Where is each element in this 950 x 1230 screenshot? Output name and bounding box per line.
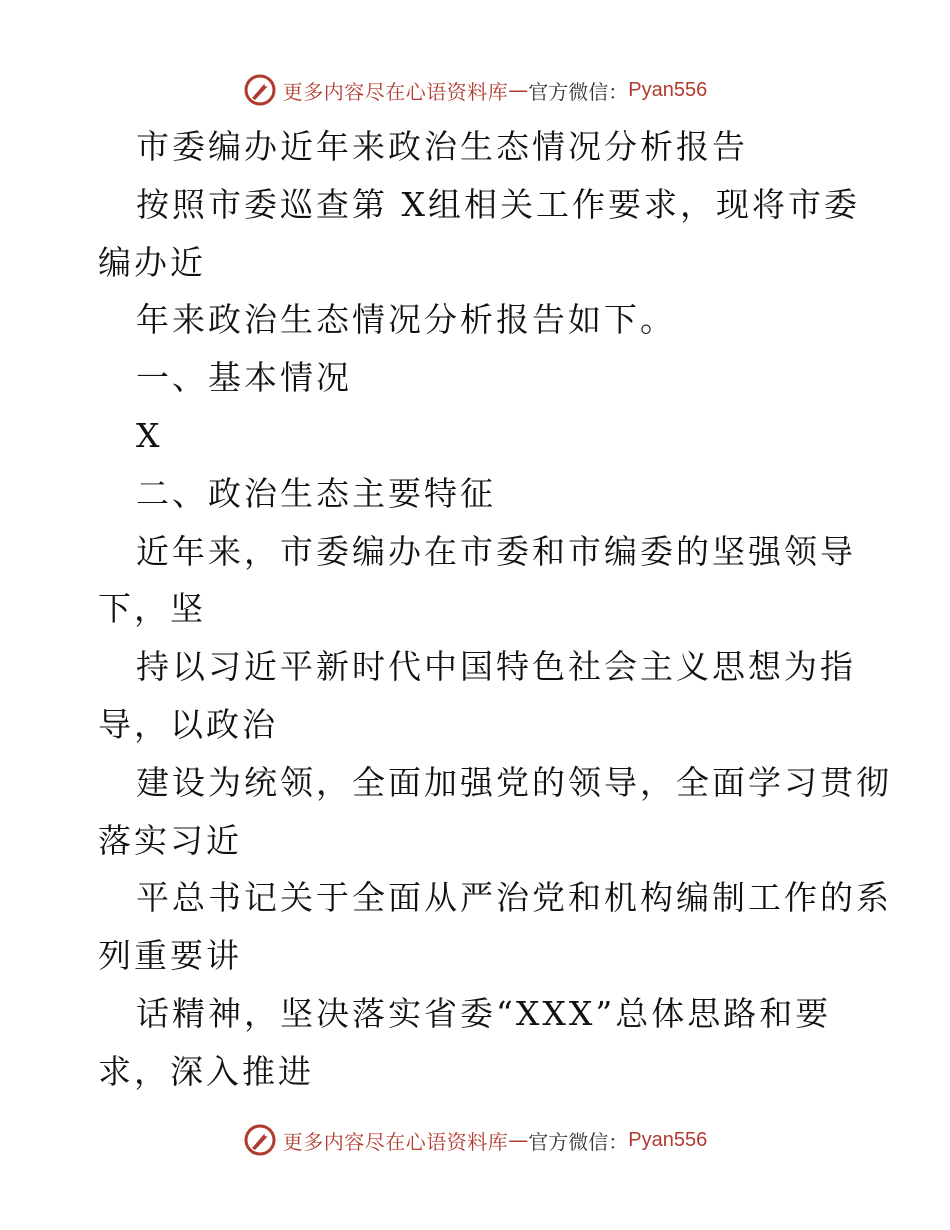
- document-line: 市委编办近年来政治生态情况分析报告: [136, 127, 748, 166]
- document-line: 一、基本情况: [136, 358, 352, 398]
- document-line: 年来政治生态情况分析报告如下。: [136, 300, 676, 340]
- document-line: 求，深入推进: [98, 1051, 314, 1091]
- banner-wechat-label: 官方微信：: [528, 79, 629, 104]
- document-line: X: [136, 415, 163, 455]
- document-line: 二、政治生态主要特征: [136, 473, 496, 513]
- document-line: 编办近: [98, 242, 206, 282]
- document-line: 建设为统领，全面加强党的领导，全面学习贯彻: [136, 762, 892, 802]
- document-line: 列重要讲: [98, 936, 242, 976]
- document-line: 落实习近: [98, 820, 242, 860]
- document-line: 导，以政治: [98, 704, 278, 744]
- pen-seal-icon: [243, 1123, 277, 1157]
- banner-wechat-label: 官方微信：: [528, 1129, 629, 1154]
- banner-separator: —: [508, 78, 529, 102]
- footer-banner: [0, 1120, 950, 1160]
- document-line: 话精神，坚决落实省委“XXX”总体思路和要: [136, 993, 832, 1033]
- banner-wechat-id: Pyan556: [628, 78, 708, 101]
- document-line: 平总书记关于全面从严治党和机构编制工作的系: [136, 878, 892, 918]
- header-banner: [0, 70, 950, 110]
- document-line: 持以习近平新时代中国特色社会主义思想为指: [136, 647, 856, 687]
- document-line: 按照市委巡查第 X组相关工作要求，现将市委: [136, 184, 860, 224]
- banner-wechat-id: Pyan556: [628, 1128, 708, 1151]
- document-line: 近年来，市委编办在市委和市编委的坚强领导: [136, 531, 856, 571]
- banner-text: 更多内容尽在心语资料库: [282, 1129, 509, 1154]
- banner-text: 更多内容尽在心语资料库: [282, 79, 509, 104]
- banner-separator: —: [508, 1128, 529, 1152]
- document-line: 下，坚: [98, 589, 206, 629]
- document-body: [98, 118, 892, 1101]
- pen-seal-icon: [243, 73, 277, 107]
